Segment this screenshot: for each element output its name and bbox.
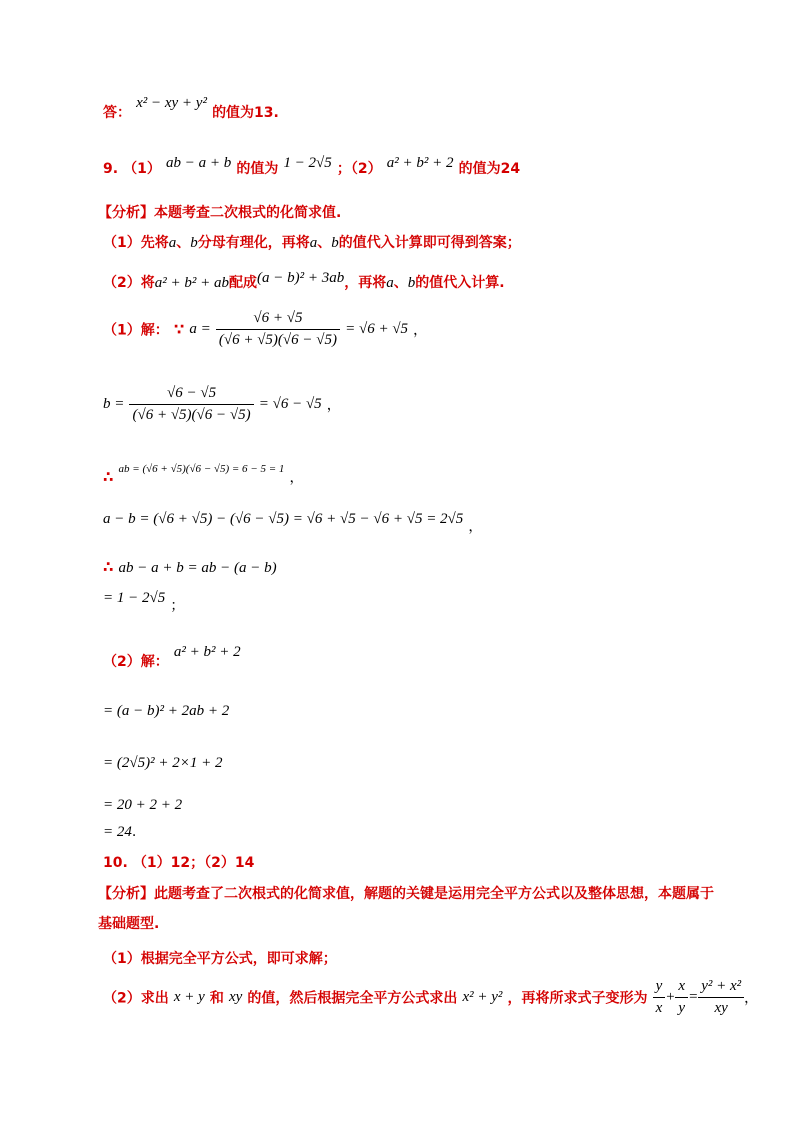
q10-analysis-line2 (98, 913, 159, 933)
q9-separator: ；（2） (336, 161, 382, 177)
equals-sign: = (688, 989, 699, 1005)
comma: ， (413, 322, 428, 339)
var-a: a (168, 235, 177, 251)
step2-suffix: 的值代入计算. (415, 275, 505, 291)
step-c-line (103, 794, 182, 814)
q9-answer-line (103, 155, 521, 178)
q9-part2-expr: a² + b² + 2 (386, 155, 454, 171)
q9-analysis-line (98, 202, 341, 222)
sep: 、 (393, 275, 408, 291)
step1-prefix: （1）先将 (103, 235, 169, 251)
numerator: y² + x² (698, 978, 744, 998)
step2-prefix: （2）将 (103, 275, 155, 291)
step-a-line (103, 700, 229, 720)
comma: ， (326, 397, 341, 414)
a-fraction (216, 310, 340, 349)
q10-step1-text: （1）根据完全平方公式，即可求解； (103, 951, 337, 967)
q9-analysis-step1 (103, 232, 521, 252)
step-d: = 24 (103, 824, 132, 840)
ab-equation: ab = (√6 + √5)(√6 − √5) = 6 − 5 = 1 (118, 463, 285, 475)
therefore-symbol: ∴ (103, 468, 114, 486)
expr-x-plus-y: x + y (173, 989, 205, 1005)
answer-prefix: 答： (103, 105, 131, 121)
b-denominator: (√6 + √5)(√6 − √5) (132, 407, 251, 423)
q9-part1-mid: 的值为 (236, 161, 279, 177)
b-lhs: b = (103, 396, 125, 412)
analysis-text-cont: 基础题型. (98, 916, 160, 932)
q9-part1-label: （1） (123, 161, 161, 177)
denominator: x (655, 1000, 663, 1016)
b-numerator: √6 − √5 (129, 385, 253, 405)
expr-equation: ab − a + b = ab − (a − b) (118, 560, 277, 576)
expr-x2-plus-y2: x² + y² (462, 989, 503, 1005)
a-denominator: (√6 + √5)(√6 − √5) (218, 332, 337, 348)
step2-expr: a² + b² + ab (154, 275, 229, 291)
result1: = 1 − 2√5 (103, 590, 166, 606)
b-fraction (129, 385, 253, 424)
part2-label: （2）解： (103, 654, 169, 670)
a-lhs: a = (189, 321, 211, 337)
comma: ， (289, 470, 304, 486)
sep: 、 (176, 235, 191, 251)
therefore-symbol: ∴ (103, 558, 114, 576)
result1-line (103, 587, 185, 614)
q9-number: 9. (103, 161, 119, 177)
numerator: x (675, 978, 688, 998)
part2-line (103, 641, 241, 670)
fraction-x-over-y (675, 978, 688, 1017)
q10-answer: （1）12；（2）14 (132, 855, 255, 871)
a-rhs: = √6 + √5 (345, 321, 409, 337)
denominator: xy (714, 1000, 728, 1016)
expr-xy: xy (228, 989, 243, 1005)
fraction-combined (698, 978, 744, 1017)
var-b: b (407, 275, 416, 291)
q9-analysis-step2 (103, 272, 505, 292)
step-b: = (2√5)² + 2×1 + 2 (103, 755, 223, 771)
analysis-text: 此题考查了二次根式的化简求值，解题的关键是运用完全平方公式以及整体思想，本题属于 (154, 886, 714, 902)
denominator: y (678, 1000, 686, 1016)
numerator: y (653, 978, 666, 998)
b-rhs: = √6 − √5 (258, 396, 322, 412)
q10-number: 10. (103, 855, 128, 871)
solution-a-line (103, 310, 427, 349)
q10-step2-prefix: （2）求出 (103, 990, 169, 1007)
step1-mid: 分母有理化，再将 (197, 235, 310, 251)
q9-part2-suffix: 的值为24 (458, 161, 521, 177)
a-numerator: √6 + √5 (216, 310, 340, 330)
solution-b-line (103, 385, 341, 424)
var-b: b (331, 235, 339, 251)
step1-suffix: 的值代入计算即可得到答案； (338, 235, 521, 251)
comma: ， (468, 519, 483, 535)
analysis-tag: 【分析】 (98, 205, 154, 221)
step-d-line (103, 821, 136, 841)
part2-expr: a² + b² + 2 (173, 644, 241, 660)
semicolon: ； (170, 598, 185, 614)
because-symbol: ∵ (173, 320, 185, 339)
q8-result: 的值为13. (212, 105, 279, 121)
q10-step2-mid2: ，再将所求式子变形为 (507, 990, 648, 1007)
period: . (131, 824, 137, 840)
var-a: a (309, 235, 318, 251)
var-b: b (190, 235, 198, 251)
fraction-y-over-x (653, 978, 666, 1017)
q10-step2-mid: 的值，然后根据完全平方公式求出 (247, 990, 458, 1007)
and-text: 和 (209, 990, 224, 1007)
q10-analysis-line1 (98, 883, 714, 903)
q8-expression: x² − xy + y² (136, 95, 207, 111)
q10-step2 (103, 978, 758, 1017)
q10-step1 (103, 948, 337, 968)
a-minus-b-line (103, 508, 483, 535)
step-a: = (a − b)² + 2ab + 2 (103, 703, 230, 719)
comma: ， (744, 990, 759, 1007)
a-minus-b-equation: a − b = (√6 + √5) − (√6 − √5) = √6 + √5 − √6 + √5 = 2√5 (103, 511, 464, 527)
part1-label: （1）解： (103, 322, 169, 339)
ab-line (103, 457, 304, 486)
q9-part1-value: 1 − 2√5 (283, 155, 332, 171)
sep: 、 (317, 235, 332, 251)
q10-answer-line (103, 852, 254, 872)
step-b-line (103, 752, 222, 772)
expr-line (103, 557, 277, 577)
step-c: = 20 + 2 + 2 (103, 797, 183, 813)
step2-mid: 配成 (229, 275, 257, 291)
step2-expr2: (a − b)² + 3ab (257, 270, 345, 286)
q8-answer-line (103, 95, 279, 122)
plus-sign: + (665, 989, 676, 1005)
analysis-text: 本题考查二次根式的化简求值. (154, 205, 342, 221)
step2-mid2: ，再将 (344, 275, 387, 291)
analysis-tag: 【分析】 (98, 886, 154, 902)
q9-part1-expr: ab − a + b (166, 155, 232, 171)
var-a: a (386, 275, 394, 291)
